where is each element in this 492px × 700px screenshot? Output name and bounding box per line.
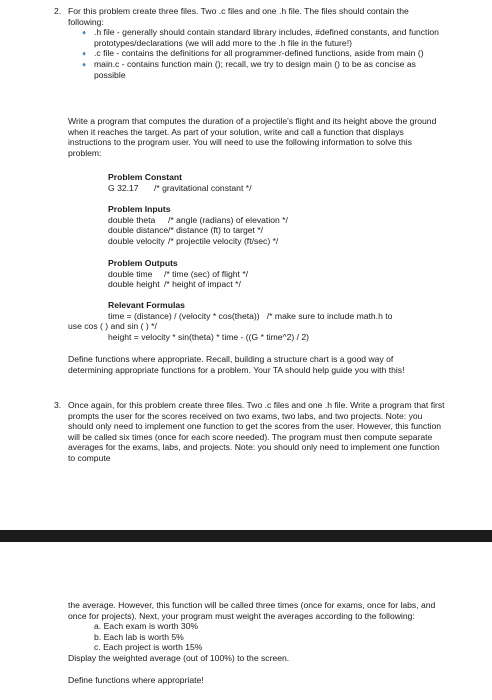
paragraph-text: Write a program that computes the duration of a projectile's flight and its height above the ground when it reaches the target. As part of your solution, write and call a function that displays instructions to the program user. You will need to use the following information to solve this problem: bbox=[68, 116, 437, 158]
question-3-closing: Define functions where appropriate! bbox=[68, 674, 204, 685]
paragraph-text: Define functions where appropriate. Recall, building a structure chart is a good way of determining appropriate functions for a problem. Your TA should help guide you with this! bbox=[68, 354, 405, 375]
list-text: Each project is worth 15% bbox=[103, 642, 203, 653]
section-heading: Problem Constant bbox=[108, 172, 183, 182]
code-comment: /* distance (ft) to target */ bbox=[168, 225, 264, 236]
weight-item bbox=[82, 632, 438, 643]
weight-item bbox=[82, 642, 438, 653]
code-row bbox=[108, 183, 428, 194]
code-comment: /* gravitational constant */ bbox=[154, 182, 252, 193]
bullet-arrow-icon: ➧ bbox=[81, 28, 88, 38]
question-2-intro: For this problem create three files. Two .c files and one .h file. The files should contain the following: bbox=[68, 6, 409, 27]
bullet-arrow-icon: ➧ bbox=[81, 49, 88, 59]
code-row bbox=[108, 269, 428, 280]
bullet-item bbox=[80, 48, 446, 59]
code-row bbox=[108, 279, 428, 290]
question-3-continuation bbox=[68, 600, 438, 685]
code-text: double time bbox=[108, 268, 153, 279]
display-instruction: Display the weighted average (out of 100%) to the screen. bbox=[68, 652, 290, 663]
code-comment: /* time (sec) of flight */ bbox=[164, 268, 249, 279]
code-comment: /* height of impact */ bbox=[164, 279, 241, 290]
problem-outputs-section bbox=[108, 258, 428, 290]
bullet-text: main.c - contains function main (); recall, we try to design main () to be as concise as possible bbox=[94, 58, 416, 80]
code-row bbox=[108, 215, 428, 226]
code-text: double velocity bbox=[108, 235, 165, 246]
bullet-text: .h file - generally should contain standard library includes, #defined constants, and function prototypes/declarations (we will add more to the .h file in the future!) bbox=[94, 27, 439, 48]
list-marker: a. bbox=[94, 621, 102, 632]
formula-time: time = (distance) / (velocity * cos(theta)) /* make sure to include math.h to bbox=[108, 310, 393, 321]
code-row bbox=[108, 236, 428, 247]
weight-list bbox=[82, 621, 438, 653]
bullet-item bbox=[80, 27, 446, 48]
question-3 bbox=[54, 400, 446, 464]
code-text: double height bbox=[108, 279, 160, 290]
formula-height: height = velocity * sin(theta) * time - ((G * time^2) / 2) bbox=[108, 331, 310, 342]
question-2-number: 2. bbox=[54, 6, 62, 16]
paragraph-text: the average. However, this function will be called three times (once for exams, once for labs, and once for projects). Next, your program must weight the averages according to the following: bbox=[68, 600, 436, 621]
section-heading: Relevant Formulas bbox=[108, 300, 185, 310]
file-bullet-list bbox=[80, 27, 446, 80]
code-text: double theta bbox=[108, 214, 156, 225]
list-marker: c. bbox=[94, 642, 101, 653]
bullet-arrow-icon: ➧ bbox=[81, 59, 88, 69]
code-row bbox=[108, 225, 428, 236]
list-marker: b. bbox=[94, 631, 102, 642]
section-heading: Problem Outputs bbox=[108, 258, 178, 268]
section-heading: Problem Inputs bbox=[108, 204, 171, 214]
question-2-paragraph bbox=[68, 116, 446, 158]
code-comment: /* angle (radians) of elevation */ bbox=[168, 214, 288, 225]
problem-constant-section bbox=[108, 172, 428, 193]
list-text: Each lab is worth 5% bbox=[103, 631, 184, 642]
weight-item bbox=[82, 621, 438, 632]
paragraph-text: Once again, for this problem create three files. Two .c files and one .h file. Write a program that first prompts the user for the scores received on two exams, two labs, and two projects. Note: you should only need to implement one function to get the scores from the user. However, this function will be called six times (once for each score needed). The program must then compute separate averages for the exams, labs, and projects. Note: you should only need to implement one function to compute bbox=[68, 400, 445, 463]
bullet-item bbox=[80, 59, 446, 80]
code-text: G 32.17 bbox=[108, 182, 139, 193]
page-break-bar bbox=[0, 530, 492, 542]
list-text: Each exam is worth 30% bbox=[103, 621, 199, 632]
page-bottom bbox=[0, 542, 492, 700]
question-3-number: 3. bbox=[54, 400, 62, 410]
code-text: double distance bbox=[108, 225, 169, 236]
question-2 bbox=[54, 6, 446, 80]
question-2-closing bbox=[68, 354, 440, 375]
code-comment: /* projectile velocity (ft/sec) */ bbox=[168, 235, 279, 246]
problem-inputs-section bbox=[108, 204, 428, 246]
formula-time-continued: use cos ( ) and sin ( ) */ bbox=[68, 321, 157, 332]
bullet-text: .c file - contains the definitions for all programmer-defined functions, aside from main () bbox=[94, 48, 424, 59]
relevant-formulas-section bbox=[68, 300, 448, 342]
